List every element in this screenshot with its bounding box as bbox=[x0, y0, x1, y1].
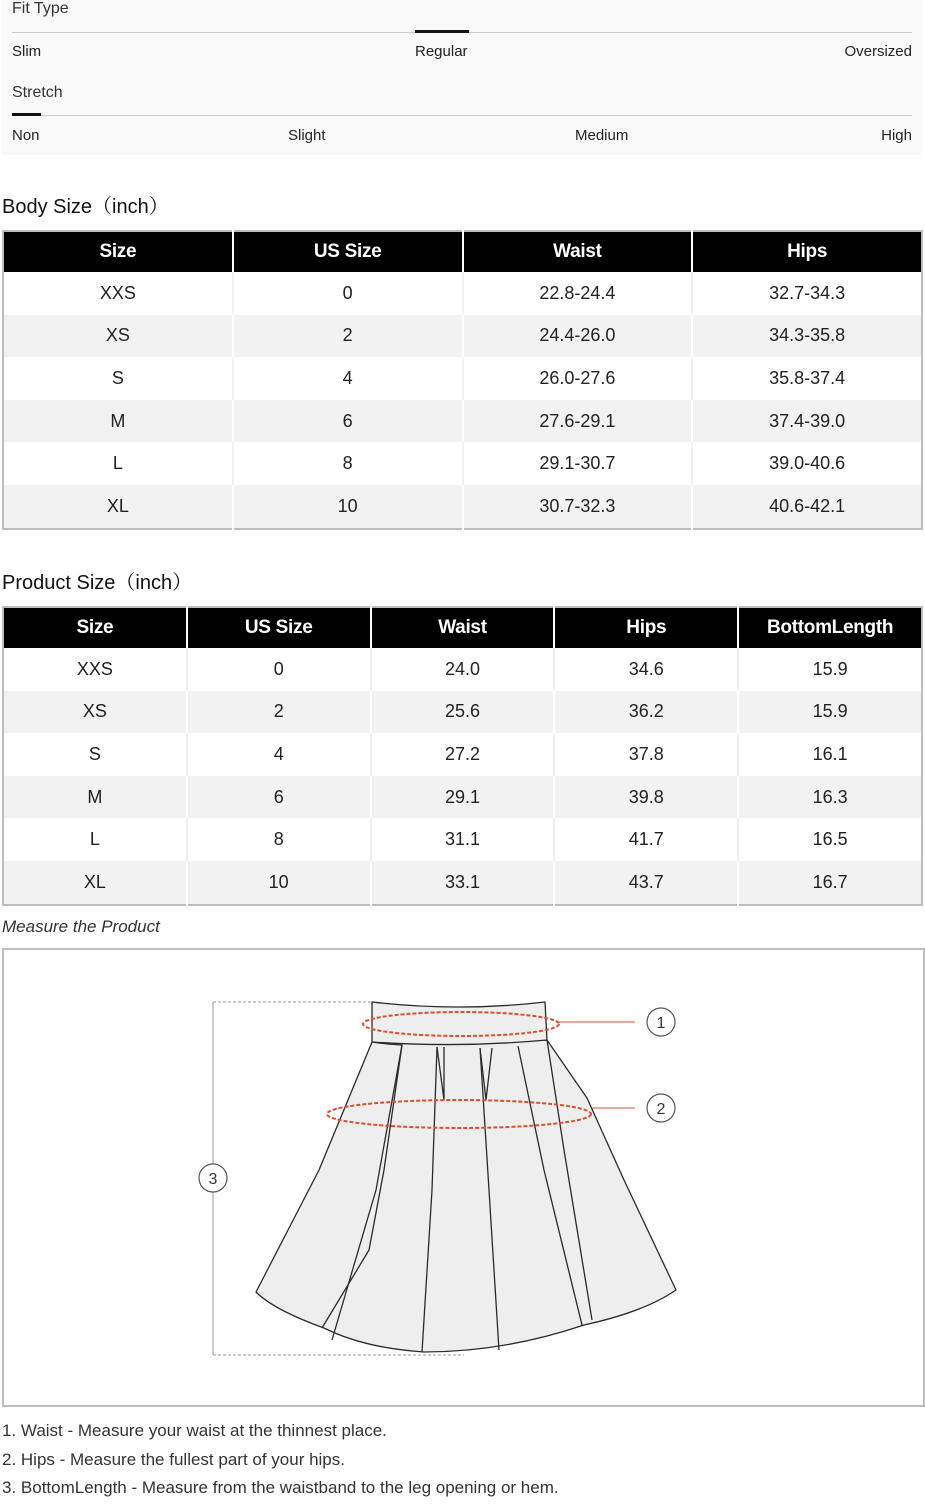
table-cell: 40.6-42.1 bbox=[692, 485, 922, 529]
table-cell: 39.0-40.6 bbox=[692, 442, 922, 485]
table-cell: 24.4-26.0 bbox=[463, 315, 693, 358]
table-row bbox=[3, 648, 922, 691]
table-row bbox=[3, 272, 922, 315]
fit-type-label-regular: Regular bbox=[415, 43, 468, 60]
table-row bbox=[3, 776, 922, 819]
table-cell: S bbox=[3, 733, 187, 776]
column-header: Hips bbox=[692, 231, 922, 272]
body-size-heading: Body Size（inch） bbox=[2, 196, 169, 218]
table-cell: 6 bbox=[233, 400, 463, 443]
fit-type-selected-marker bbox=[415, 30, 469, 33]
table-cell: 37.8 bbox=[554, 733, 738, 776]
table-cell: XL bbox=[3, 861, 187, 905]
table-cell: 43.7 bbox=[554, 861, 738, 905]
table-cell: S bbox=[3, 357, 233, 400]
table-cell: 8 bbox=[187, 818, 371, 861]
table-cell: L bbox=[3, 442, 233, 485]
table-row bbox=[3, 357, 922, 400]
table-row bbox=[3, 485, 922, 529]
table-cell: 29.1 bbox=[371, 776, 555, 819]
column-header: Hips bbox=[554, 607, 738, 648]
table-cell: 0 bbox=[233, 272, 463, 315]
table-cell: 10 bbox=[233, 485, 463, 529]
table-row bbox=[3, 315, 922, 358]
note-waist: 1. Waist - Measure your waist at the thinnest place. bbox=[2, 1421, 387, 1440]
table-row bbox=[3, 818, 922, 861]
table-cell: 29.1-30.7 bbox=[463, 442, 693, 485]
column-header: Size bbox=[3, 607, 187, 648]
marker-2 bbox=[647, 1094, 675, 1122]
table-cell: 32.7-34.3 bbox=[692, 272, 922, 315]
measure-caption: Measure the Product bbox=[2, 917, 160, 936]
column-header: BottomLength bbox=[738, 607, 922, 648]
column-header: Waist bbox=[371, 607, 555, 648]
table-cell: 4 bbox=[233, 357, 463, 400]
body-size-table bbox=[2, 230, 923, 530]
table-row bbox=[3, 442, 922, 485]
table-row bbox=[3, 691, 922, 734]
table-cell: 8 bbox=[233, 442, 463, 485]
table-cell: 4 bbox=[187, 733, 371, 776]
table-cell: 16.7 bbox=[738, 861, 922, 905]
table-cell: 27.6-29.1 bbox=[463, 400, 693, 443]
table-cell: 16.5 bbox=[738, 818, 922, 861]
fit-type-label-oversized: Oversized bbox=[844, 43, 912, 60]
skirt-diagram-svg bbox=[4, 950, 923, 1405]
stretch-label-medium: Medium bbox=[575, 127, 629, 144]
product-size-heading: Product Size（inch） bbox=[2, 572, 193, 594]
marker-1-label: 1 bbox=[656, 1015, 666, 1032]
table-cell: 15.9 bbox=[738, 648, 922, 691]
stretch-label-high: High bbox=[881, 127, 912, 144]
table-cell: 30.7-32.3 bbox=[463, 485, 693, 529]
table-cell: 16.1 bbox=[738, 733, 922, 776]
marker-3-label: 3 bbox=[208, 1171, 218, 1188]
stretch-label-non: Non bbox=[12, 127, 40, 144]
table-cell: L bbox=[3, 818, 187, 861]
table-cell: XS bbox=[3, 315, 233, 358]
table-cell: 33.1 bbox=[371, 861, 555, 905]
table-cell: M bbox=[3, 400, 233, 443]
table-cell: 39.8 bbox=[554, 776, 738, 819]
table-cell: 2 bbox=[187, 691, 371, 734]
column-header: Size bbox=[3, 231, 233, 272]
marker-1 bbox=[647, 1008, 675, 1036]
stretch-scale-line bbox=[12, 115, 912, 116]
table-cell: XXS bbox=[3, 648, 187, 691]
table-cell: 24.0 bbox=[371, 648, 555, 691]
note-hips: 2. Hips - Measure the fullest part of your hips. bbox=[2, 1449, 345, 1469]
table-cell: 22.8-24.4 bbox=[463, 272, 693, 315]
column-header: Waist bbox=[463, 231, 693, 272]
table-cell: 10 bbox=[187, 861, 371, 905]
column-header: US Size bbox=[233, 231, 463, 272]
table-cell: 41.7 bbox=[554, 818, 738, 861]
body-size-header-row bbox=[3, 231, 922, 272]
fit-type-title: Fit Type bbox=[12, 0, 69, 17]
table-row bbox=[3, 861, 922, 905]
table-cell: 34.3-35.8 bbox=[692, 315, 922, 358]
stretch-label-slight: Slight bbox=[288, 127, 326, 144]
table-cell: 34.6 bbox=[554, 648, 738, 691]
table-cell: 16.3 bbox=[738, 776, 922, 819]
product-size-table bbox=[2, 606, 923, 906]
table-cell: 25.6 bbox=[371, 691, 555, 734]
table-cell: 35.8-37.4 bbox=[692, 357, 922, 400]
table-cell: 27.2 bbox=[371, 733, 555, 776]
column-header: US Size bbox=[187, 607, 371, 648]
note-bottom-length: 3. BottomLength - Measure from the waistband to the leg opening or hem. bbox=[2, 1478, 559, 1497]
product-size-header-row bbox=[3, 607, 922, 648]
table-cell: XS bbox=[3, 691, 187, 734]
marker-2-label: 2 bbox=[656, 1101, 666, 1118]
measure-notes bbox=[2, 1420, 559, 1506]
stretch-selected-marker bbox=[12, 113, 41, 116]
table-cell: XL bbox=[3, 485, 233, 529]
stretch-title: Stretch bbox=[12, 84, 63, 101]
table-cell: 37.4-39.0 bbox=[692, 400, 922, 443]
table-cell: 31.1 bbox=[371, 818, 555, 861]
table-cell: 26.0-27.6 bbox=[463, 357, 693, 400]
marker-3 bbox=[199, 1164, 227, 1192]
table-cell: 36.2 bbox=[554, 691, 738, 734]
table-row bbox=[3, 400, 922, 443]
measure-diagram bbox=[2, 948, 925, 1407]
skirt-illustration bbox=[256, 1002, 676, 1352]
table-cell: M bbox=[3, 776, 187, 819]
table-row bbox=[3, 733, 922, 776]
fit-type-label-slim: Slim bbox=[12, 43, 42, 60]
table-cell: 6 bbox=[187, 776, 371, 819]
table-cell: 2 bbox=[233, 315, 463, 358]
table-cell: XXS bbox=[3, 272, 233, 315]
fit-stretch-panel bbox=[2, 0, 922, 155]
table-cell: 15.9 bbox=[738, 691, 922, 734]
table-cell: 0 bbox=[187, 648, 371, 691]
